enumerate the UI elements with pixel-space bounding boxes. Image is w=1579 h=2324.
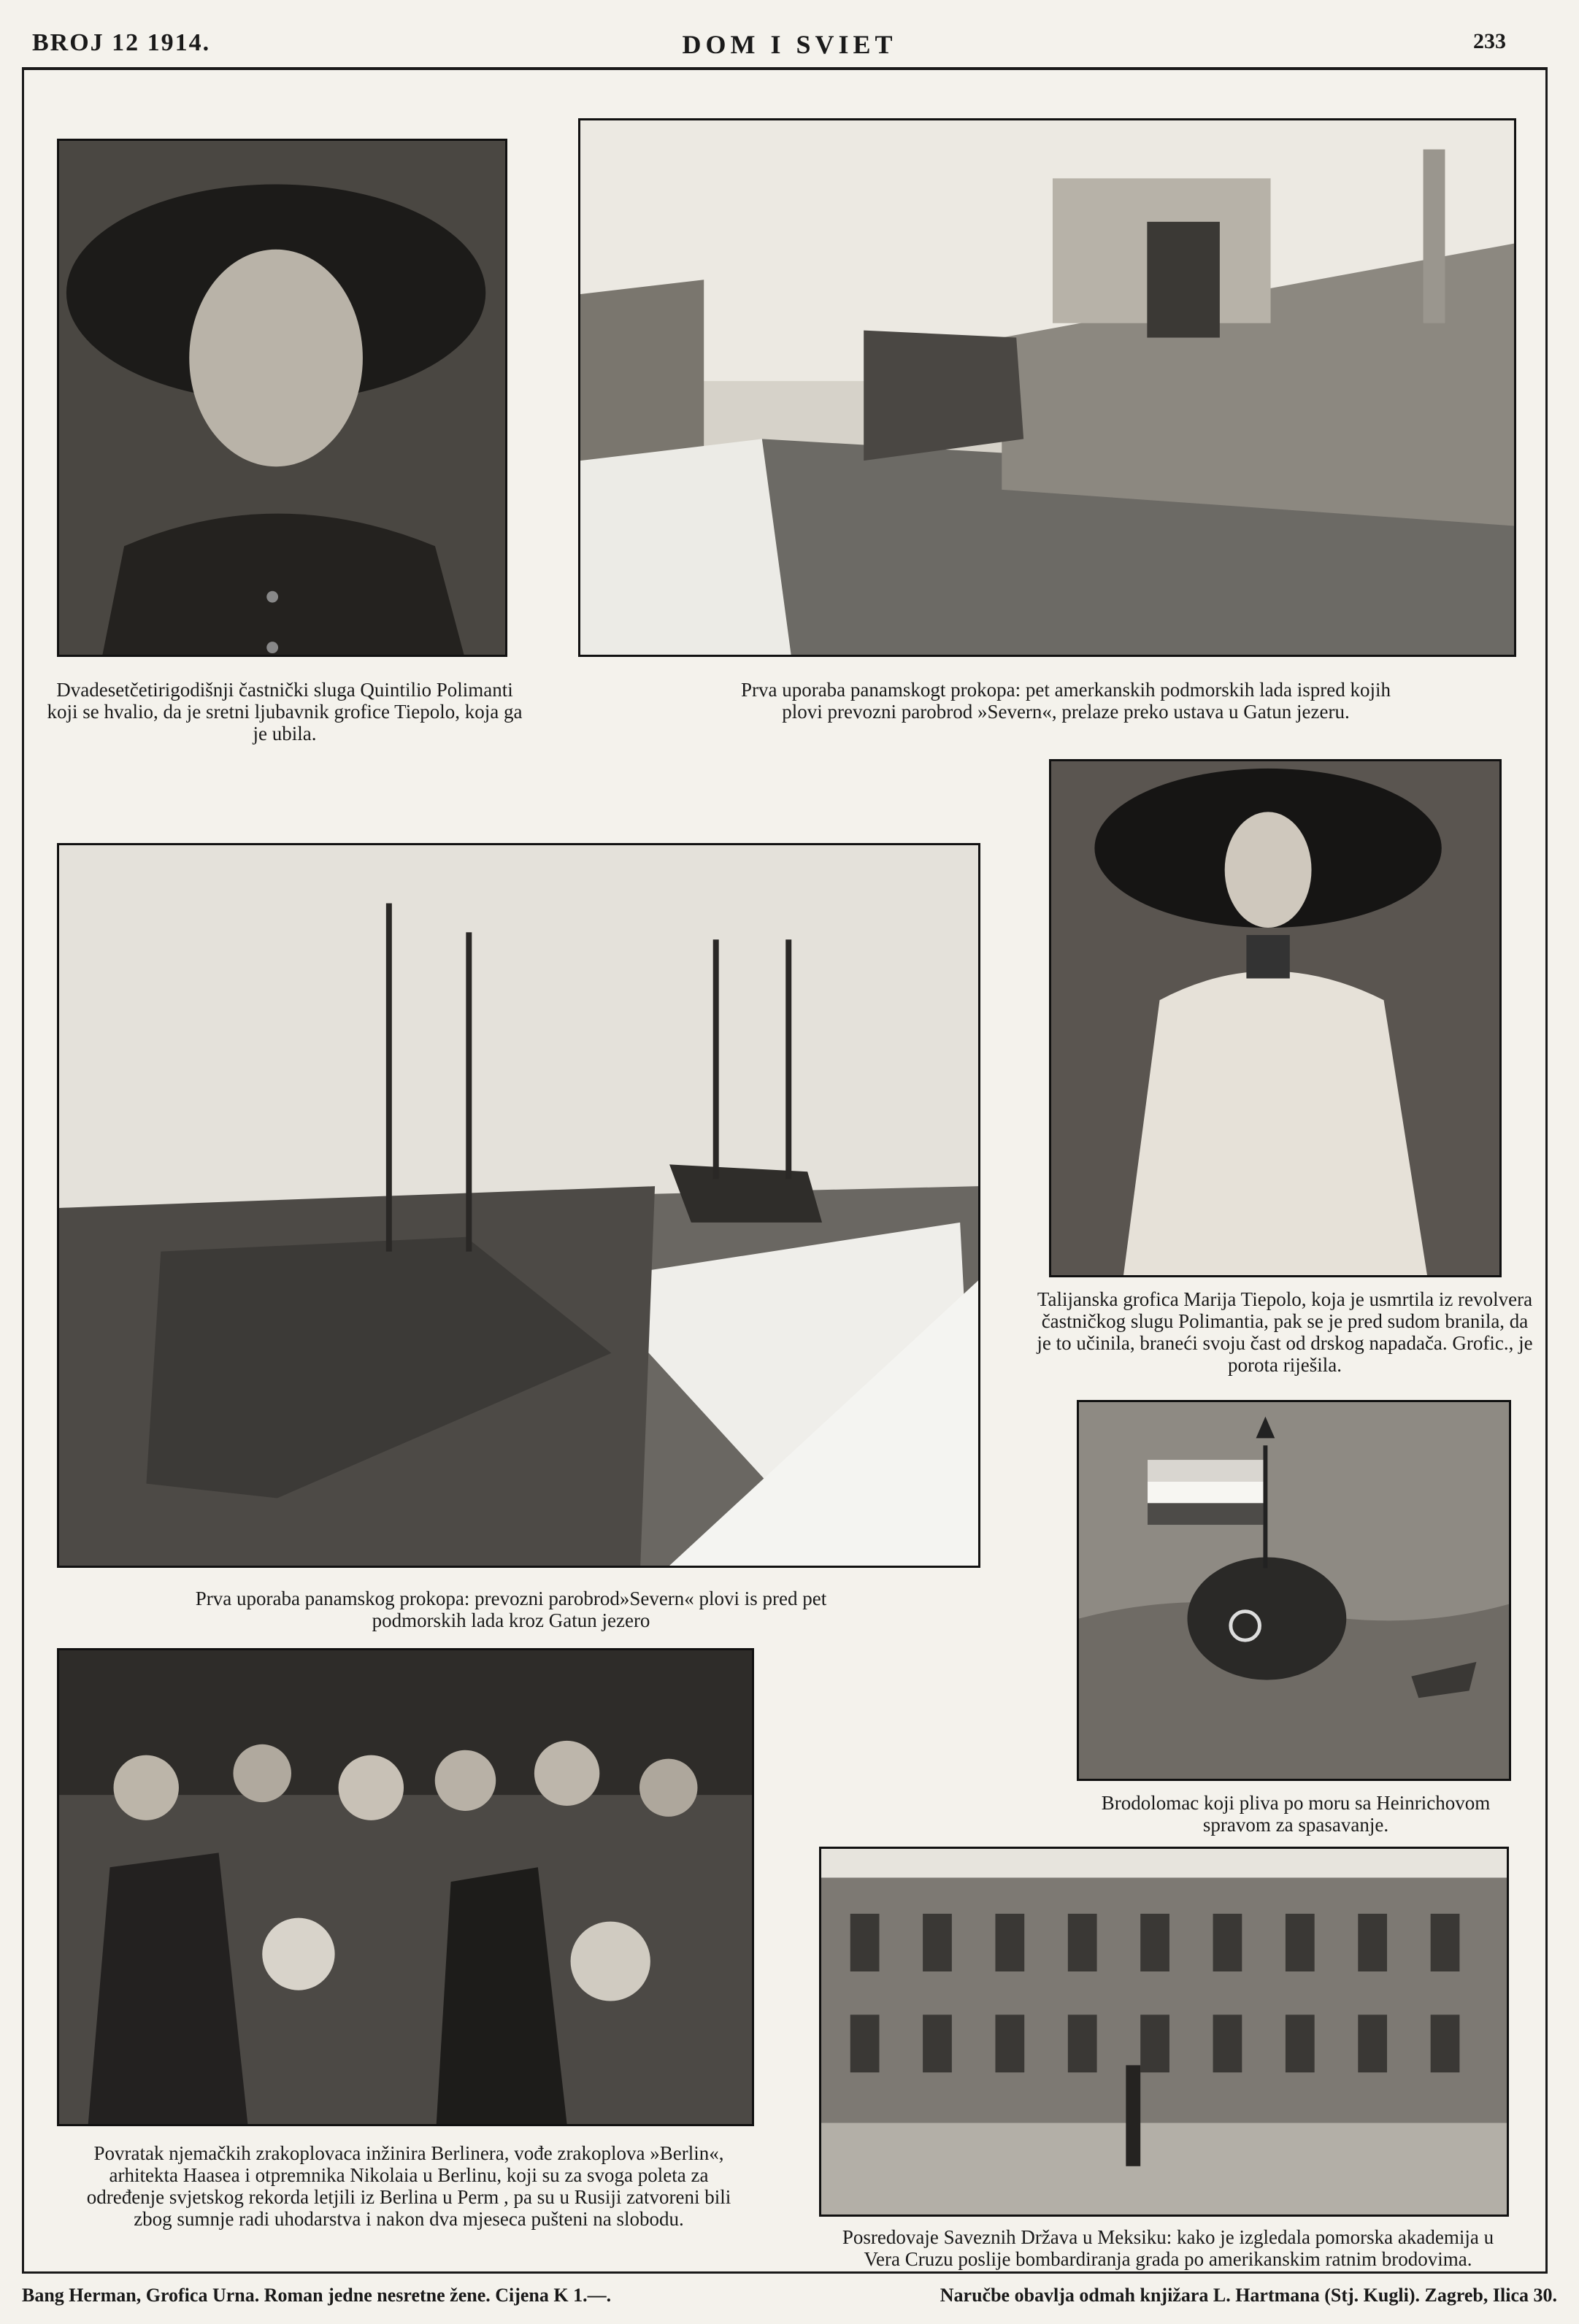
countess-tiepolo-caption: Talijanska grofica Marija Tiepolo, koja je usmrtila iz revolvera častničkog slugu Polimantia, pak se je pred sudom branila, da je to učinila, braneći svoju čast od drskog napadača. Grofic., je porota riješila. (1037, 1288, 1533, 1376)
shipwreck-caption: Brodolomac koji pliva po moru sa Heinrichovom spravom za spasavanje. (1101, 1792, 1491, 1836)
header-rule (22, 67, 1548, 70)
canal-locks-caption: Prva uporaba panamskogt prokopa: pet amerkanskih podmorskih lada ispred kojih plovi prevozni parobrod »Severn«, prelaze preko ustava u Gatun jezeru. (740, 679, 1391, 723)
crowd-photo-icon (59, 1650, 752, 2124)
buoy-photo-icon (1079, 1402, 1509, 1779)
shipwreck-buoy-photo (1077, 1400, 1511, 1781)
countess-tiepolo-photo (1049, 759, 1502, 1277)
masthead-title: DOM I SVIET (682, 30, 897, 59)
issue-number: BROJ 12 1914. (32, 29, 211, 56)
portrait-photo-icon (59, 141, 505, 655)
severn-steamer-photo (57, 843, 980, 1568)
polimanti-portrait-photo (57, 139, 507, 657)
footer-rule (22, 2271, 1548, 2274)
severn-steamer-caption: Prva uporaba panamskog prokopa: prevozni parobrod»Severn« plovi is pred pet podmorskih lada kroz Gatun jezero (195, 1588, 827, 1631)
building-photo-icon (821, 1849, 1507, 2215)
content-frame-left (22, 67, 24, 2271)
aviators-crowd-photo (57, 1648, 754, 2126)
canal-photo-icon (580, 120, 1514, 655)
footer-advert-right: Naručbe obavlja odmah knjižara L. Hartmana (Stj. Kugli). Zagreb, Ilica 30. (940, 2285, 1557, 2306)
content-frame-right (1545, 67, 1548, 2271)
portrait-photo-icon (1051, 761, 1499, 1275)
canal-locks-photo (578, 118, 1516, 657)
footer-advert-left: Bang Herman, Grofica Urna. Roman jedne nesretne žene. Cijena K 1.—. (22, 2285, 612, 2306)
aviators-caption: Povratak njemačkih zrakoplovaca inžinira Berlinera, vođe zrakoplova »Berlin«, arhitekta Haasea i otpremnika Nikolaia u Berlinu, koji su za svoga poleta za određenje svjetskog rekorda letjili iz Berlina u Perm , pa su u Rusiji zatvoreni bili zbog sumnje radi uhodarstva i nakon dva mjeseca pušteni na slobodu. (86, 2142, 731, 2230)
page-number: 233 (1473, 29, 1506, 53)
polimanti-caption: Dvadesetčetirigodišnji častnički sluga Quintilio Polimanti koji se hvalio, da je sretni ljubavnik grofice Tiepolo, koja ga je ubila. (47, 679, 523, 744)
ship-photo-icon (59, 845, 978, 1566)
naval-academy-photo (819, 1847, 1509, 2217)
naval-academy-caption: Posredovaje Saveznih Država u Meksiku: kako je izgledala pomorska akademija u Vera Cruzu poslije bombardiranja grada po amerikanskim ratnim brodovima. (842, 2226, 1494, 2270)
